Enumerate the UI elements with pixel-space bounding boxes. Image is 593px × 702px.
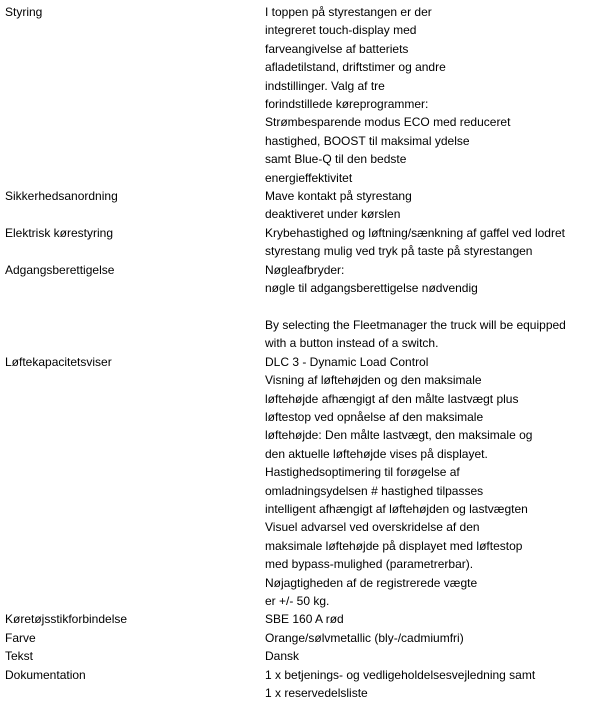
spec-value-line: intelligent afhængigt af løftehøjden og lastvægten <box>265 501 528 516</box>
spec-value-line: den aktuelle løftehøjde vises på displayet. <box>265 446 488 461</box>
spec-value-line: DLC 3 - Dynamic Load Control <box>265 354 429 369</box>
spec-value <box>265 187 590 224</box>
spec-value <box>265 353 590 611</box>
spec-value-line: løftestop ved opnåelse af den maksimale <box>265 409 484 424</box>
spec-value-line: deaktiveret under kørslen <box>265 207 401 222</box>
spec-value-line: Mave kontakt på styrestang <box>265 189 412 204</box>
spec-value-line: Hastighedsoptimering til forøgelse af <box>265 465 460 480</box>
spec-value-line: energieffektivitet <box>265 170 353 185</box>
spec-row <box>5 261 590 353</box>
spec-value <box>265 224 590 261</box>
spec-value-line: Visning af løftehøjden og den maksimale <box>265 373 482 388</box>
spec-label: Løftekapacitetsviser <box>5 354 112 369</box>
spec-label: Dokumentation <box>5 667 86 682</box>
spec-value-line: Dansk <box>265 649 300 664</box>
spec-value-line: løftehøjde: Den målte lastvægt, den maksimale og <box>265 428 533 443</box>
spec-value-line: Visuel advarsel ved overskridelse af den <box>265 520 480 535</box>
spec-label: Styring <box>5 5 43 19</box>
spec-value-line: omladningsydelsen # hastighed tilpasses <box>265 483 484 498</box>
spec-value <box>265 647 590 665</box>
spec-value-line: Krybehastighed og løftning/sænkning af gaffel ved lodret <box>265 225 565 240</box>
spec-value-line: SBE 160 A rød <box>265 612 344 627</box>
spec-value-line: er +/- 50 kg. <box>265 593 330 608</box>
spec-value <box>265 629 590 647</box>
spec-value-line: hastighed, BOOST til maksimal ydelse <box>265 133 470 148</box>
spec-row <box>5 610 590 628</box>
spec-row <box>5 3 590 187</box>
spec-value-line: afladetilstand, driftstimer og andre <box>265 60 446 75</box>
spec-value-line: nøgle til adgangsberettigelse nødvendig <box>265 281 478 296</box>
spec-value-line: I toppen på styrestangen er der <box>265 5 432 19</box>
spec-row <box>5 224 590 261</box>
spec-value-line: løftehøjde afhængigt af den målte lastvægt plus <box>265 391 519 406</box>
spec-value-line: farveangivelse af batteriets <box>265 41 409 56</box>
spec-label: Tekst <box>5 649 34 664</box>
spec-label: Sikkerhedsanordning <box>5 189 118 204</box>
spec-value <box>265 261 590 353</box>
spec-value-line: 1 x reservedelsliste <box>265 686 368 701</box>
spec-table <box>5 3 590 702</box>
spec-value-line: Nøgleafbryder: <box>265 262 345 277</box>
spec-label: Adgangsberettigelse <box>5 262 115 277</box>
spec-label: Elektrisk kørestyring <box>5 225 114 240</box>
spec-value-line: By selecting the Fleetmanager the truck will be equipped <box>265 317 566 332</box>
spec-row <box>5 647 590 665</box>
spec-value-line: 1 x betjenings- og vedligeholdelsesvejledning samt <box>265 667 536 682</box>
spec-value-line: med bypass-mulighed (parametrerbar). <box>265 557 474 572</box>
spec-value-line: forindstillede køreprogrammer: <box>265 97 429 112</box>
spec-value-line: maksimale løftehøjde på displayet med løftestop <box>265 538 523 553</box>
spec-row <box>5 629 590 647</box>
spec-value-line: with a button instead of a switch. <box>265 336 439 351</box>
spec-value <box>265 666 590 702</box>
spec-row <box>5 187 590 224</box>
spec-value-line: Strømbesparende modus ECO med reduceret <box>265 115 511 130</box>
spec-value-line: styrestang mulig ved tryk på taste på styrestangen <box>265 244 533 259</box>
spec-value-line: samt Blue-Q til den bedste <box>265 152 407 167</box>
spec-value <box>265 610 590 628</box>
spec-value-spacer <box>265 298 590 316</box>
spec-row <box>5 353 590 611</box>
spec-value-line: Nøjagtigheden af de registrerede vægte <box>265 575 478 590</box>
spec-value <box>265 3 590 187</box>
spec-row <box>5 666 590 702</box>
spec-value-line: integreret touch-display med <box>265 23 417 38</box>
spec-value-line: Orange/sølvmetallic (bly-/cadmiumfri) <box>265 630 464 645</box>
spec-value-line: indstillinger. Valg af tre <box>265 78 385 93</box>
spec-label: Køretøjsstikforbindelse <box>5 612 128 627</box>
spec-label: Farve <box>5 630 36 645</box>
